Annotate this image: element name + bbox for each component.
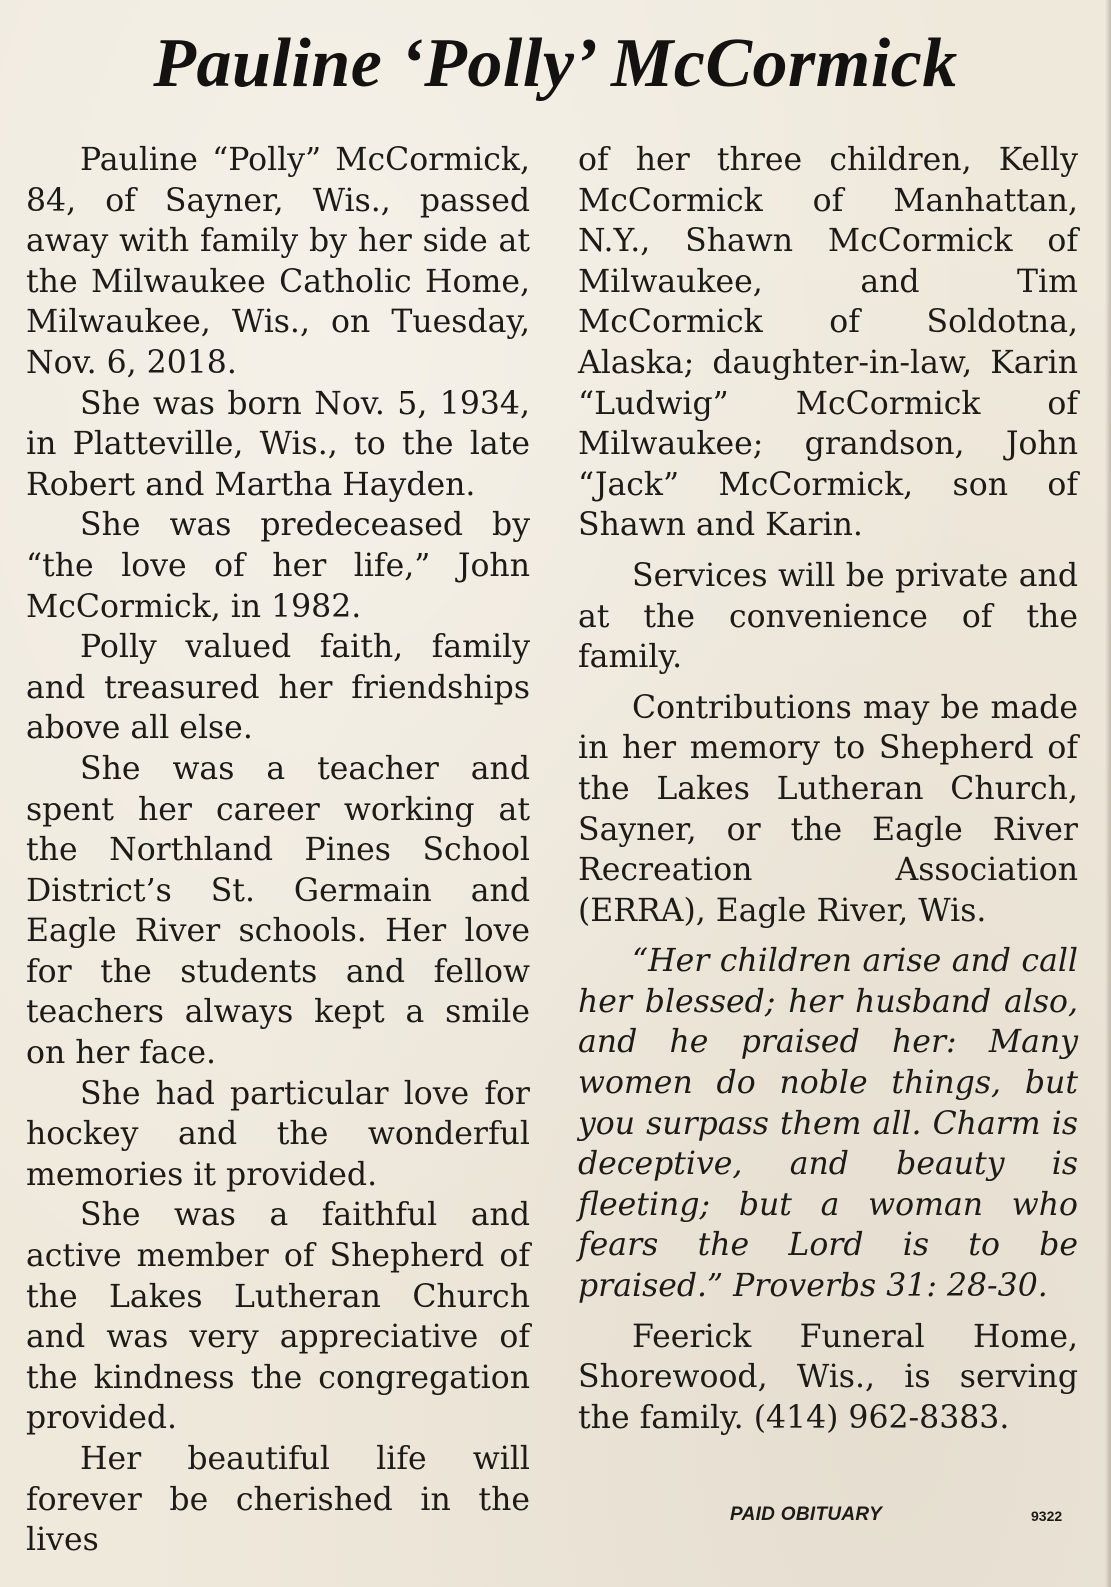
paragraph-survivors-start: Her beautiful life will forever be cherished in the lives <box>26 1441 530 1559</box>
paragraph-career: She was a teacher and spent her career working at the Northland Pines School District’s St. Germain and Eagle River schools. Her love for the students and fellow teachers always kept a smile on her face. <box>26 750 530 1072</box>
obituary-title: Pauline ‘Polly’ McCormick <box>153 25 958 102</box>
paragraph-funeral-home: Feerick Funeral Home, Shorewood, Wis., is serving the family. (414) 962-8383. <box>578 1318 1078 1436</box>
paragraph-contributions: Contributions may be made in her memory to Shepherd of the Lakes Lutheran Church, Sayner, or the Eagle River Recreation Association (ERRA), Eagle River, Wis. <box>578 689 1078 929</box>
clipping-edge-shadow <box>1105 0 1111 1587</box>
paragraph-church: She was a faithful and active member of Shepherd of the Lakes Lutheran Church and was very appreciative of the kindness the congregation provided. <box>26 1197 530 1437</box>
paragraph-hockey: She had particular love for hockey and the wonderful memories it provided. <box>26 1075 530 1193</box>
paid-obituary-label: PAID OBITUARY <box>730 1504 883 1525</box>
paragraph-death-notice: Pauline “Polly” McCormick, 84, of Sayner, Wis., passed away with family by her side at the Milwaukee Catholic Home, Milwaukee, Wis., on Tuesday, Nov. 6, 2018. <box>26 142 530 381</box>
right-column <box>578 140 1078 1438</box>
left-column <box>26 140 530 1561</box>
paragraph-services: Services will be private and at the convenience of the family. <box>578 557 1078 676</box>
paragraph-survivors: of her three children, Kelly McCormick of Manhattan, N.Y., Shawn McCormick of Milwaukee, and Tim McCormick of Soldotna, Alaska; daughter-in-law, Karin “Ludwig” McCormick of Milwaukee; grandson, John “Jack” McCormick, son of Shawn and Karin. <box>578 142 1078 544</box>
paragraph-birth: She was born Nov. 5, 1934, in Platteville, Wis., to the late Robert and Martha Hayden. <box>26 385 530 503</box>
ad-code: 9322 <box>1031 1508 1063 1524</box>
paragraph-predeceased: She was predeceased by “the love of her life,” John McCormick, in 1982. <box>26 507 530 625</box>
scripture-quote: “Her children arise and call her blessed; her husband also, and he praised her: Many women do noble things, but you surpass them all. Charm is deceptive, and beauty is fleeting; but a woman who fears the Lord is to be praised.” Proverbs 31: 28-30. <box>578 943 1078 1305</box>
paragraph-values: Polly valued faith, family and treasured her friendships above all else. <box>26 629 530 747</box>
